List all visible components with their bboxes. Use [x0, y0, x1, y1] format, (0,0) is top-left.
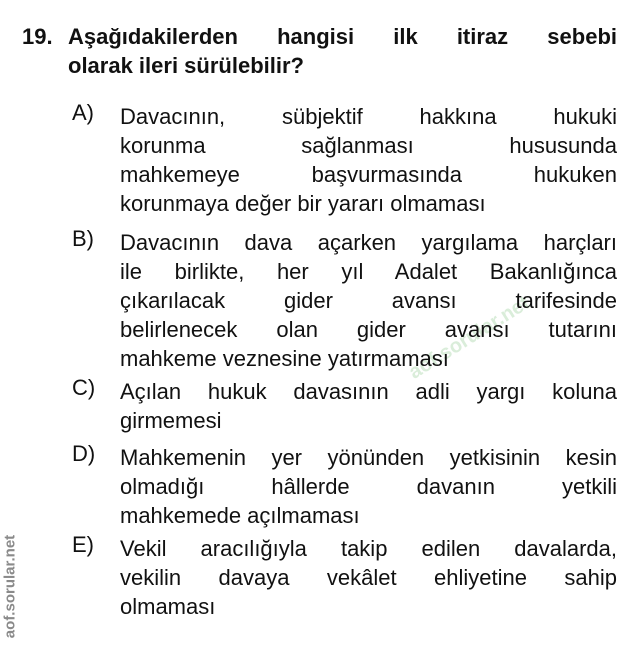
- option-d[interactable]: [72, 443, 617, 530]
- option-b[interactable]: [72, 228, 617, 373]
- question-number: 19.: [22, 24, 53, 49]
- question-text: [68, 22, 617, 80]
- option-line: vekilin davaya vekâlet ehliyetine sahip: [120, 565, 617, 590]
- option-c[interactable]: [72, 377, 617, 435]
- option-line: çıkarılacak gider avansı tarifesinde: [120, 288, 617, 313]
- option-line: Açılan hukuk davasının adli yargı koluna: [120, 379, 617, 404]
- question-line: Aşağıdakilerden hangisi ilk itiraz sebebi: [68, 24, 617, 49]
- option-line: girmemesi: [120, 408, 222, 433]
- option-line: belirlenecek olan gider avansı tutarını: [120, 317, 617, 342]
- watermark-diagonal: aof.sorular.net: [405, 291, 534, 384]
- option-letter: C): [72, 375, 96, 400]
- option-line: mahkeme veznesine yatırmaması: [120, 346, 449, 371]
- option-line: mahkemede açılmaması: [120, 503, 360, 528]
- option-line: Vekil aracılığıyla takip edilen davalarda,: [120, 536, 617, 561]
- option-line: olmadığı hâllerde davanın yetkili: [120, 474, 617, 499]
- question-line: olarak ileri sürülebilir?: [68, 53, 304, 78]
- option-line: Davacının dava açarken yargılama harçları: [120, 230, 617, 255]
- option-letter: E): [72, 532, 94, 557]
- option-line: mahkemeye başvurmasında hukuken: [120, 162, 617, 187]
- option-a[interactable]: [72, 102, 617, 218]
- option-line: olmaması: [120, 594, 216, 619]
- option-line: korunma sağlanması hususunda: [120, 133, 617, 158]
- watermark-side: aof.sorular.net: [1, 534, 19, 639]
- option-line: korunmaya değer bir yararı olmaması: [120, 191, 486, 216]
- option-line: Davacının, sübjektif hakkına hukuki: [120, 104, 617, 129]
- option-letter: A): [72, 100, 94, 125]
- option-e[interactable]: [72, 534, 617, 621]
- option-letter: B): [72, 226, 94, 251]
- option-letter: D): [72, 441, 96, 466]
- option-line: ile birlikte, her yıl Adalet Bakanlığınca: [120, 259, 617, 284]
- option-line: Mahkemenin yer yönünden yetkisinin kesin: [120, 445, 617, 470]
